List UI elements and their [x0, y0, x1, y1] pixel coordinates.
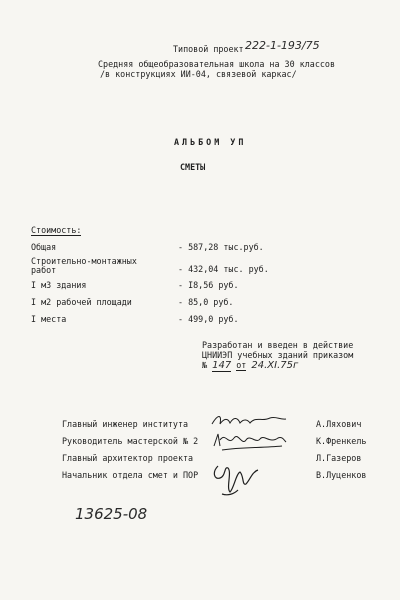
signatory-name: К.Френкель [316, 436, 367, 446]
signatory-name: А.Ляхович [316, 419, 362, 429]
cost-value: - 499,0 руб. [178, 314, 239, 324]
project-description-line2: /в конструкциях ИИ-04, связевой каркас/ [100, 69, 297, 79]
signatory-position: Руководитель мастерской № 2 [62, 436, 199, 446]
costs-heading: Стоимость: [31, 225, 82, 235]
signatory-name: Л.Газеров [316, 453, 362, 463]
archive-number: 13625-08 [75, 505, 148, 523]
project-description-line1: Средняя общеобразовательная школа на 30 классов [98, 59, 335, 69]
approval-from: от [236, 360, 247, 370]
signatory-name: В.Луценков [316, 470, 367, 480]
cost-label: I м3 здания [31, 280, 87, 290]
signature-workshop-head [212, 430, 287, 452]
approval-order-number: 147 [212, 360, 232, 371]
approval-date: 24.XI.75г [251, 360, 299, 371]
approval-line1: Разработан и введен в действие [202, 340, 354, 350]
signature-chief-engineer [210, 412, 290, 430]
cost-label: I места [31, 314, 67, 324]
cost-label: I м2 рабочей площади [31, 297, 132, 307]
cost-value: - 432,04 тыс. руб. [178, 264, 269, 274]
approval-line3 [202, 360, 298, 371]
cost-value: - 587,28 тыс.руб. [178, 242, 264, 252]
approval-number-sign: № [202, 360, 208, 370]
signatory-position: Начальник отдела смет и ПОР [62, 470, 199, 480]
cost-value: - 85,0 руб. [178, 297, 234, 307]
signatory-position: Главный архитектор проекта [62, 453, 194, 463]
signatory-position: Главный инженер института [62, 419, 189, 429]
cost-label: Общая [31, 242, 57, 252]
project-number: 222-1-193/75 [245, 39, 320, 52]
signature-estimates-head [208, 458, 263, 498]
cost-value: - I8,56 руб. [178, 280, 239, 290]
album-title: АЛЬБОМ УП [174, 137, 247, 147]
cost-label: Строительно-монтажных [31, 256, 137, 266]
cost-label-continuation: работ [31, 265, 57, 275]
project-label: Типовой проект [173, 44, 244, 54]
approval-line2: ЦНИИЭП учебных зданий приказом [202, 350, 354, 360]
album-subtitle: СМЕТЫ [180, 162, 206, 172]
